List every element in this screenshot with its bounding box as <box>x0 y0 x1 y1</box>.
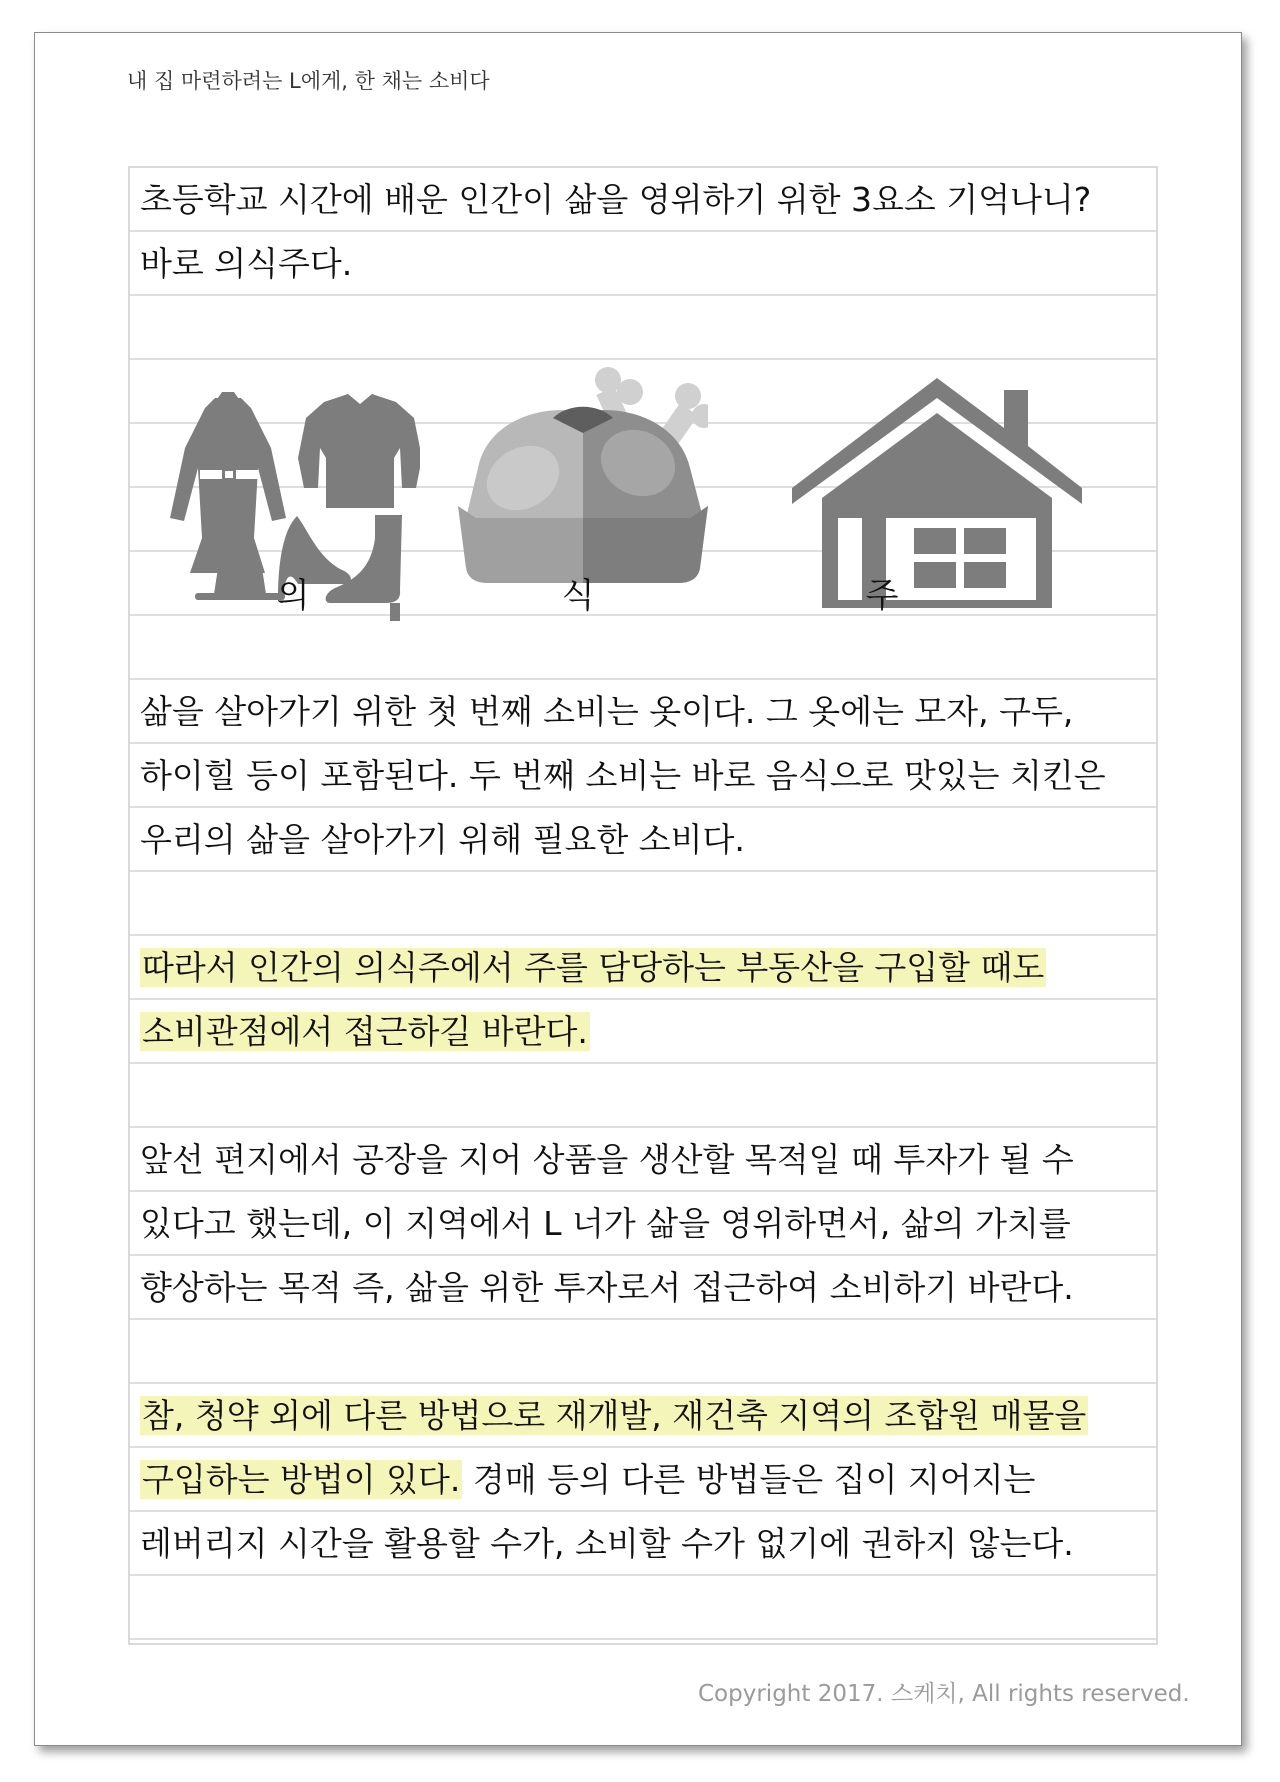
house-icon <box>792 378 1082 608</box>
para4-line-3: 향상하는 목적 즉, 삶을 위한 투자로서 접근하여 소비하기 바란다. <box>140 1268 1074 1307</box>
highlighted-text: 따라서 인간의 의식주에서 주를 담당하는 부동산을 구입할 때도 <box>142 948 1045 987</box>
para2-line-2: 하이힐 등이 포함된다. 두 번째 소비는 바로 음식으로 맛있는 치킨은 <box>140 756 1106 795</box>
para5-line-1 <box>140 1384 1088 1448</box>
para4-line-2: 있다고 했는데, 이 지역에서 L 너가 삶을 영위하면서, 삶의 가치를 <box>140 1204 1071 1243</box>
roast-chicken-icon <box>458 358 708 593</box>
para1-line-2: 바로 의식주다. <box>140 244 353 283</box>
label-housing: 주 <box>865 576 899 616</box>
para3-line-2 <box>140 1000 590 1064</box>
para5-line-2 <box>140 1448 1035 1512</box>
highlighted-text: 참, 청약 외에 다른 방법으로 재개발, 재건축 지역의 조합원 매물을 <box>142 1396 1087 1435</box>
para4-line-1: 앞선 편지에서 공장을 지어 상품을 생산할 목적일 때 투자가 될 수 <box>140 1140 1074 1179</box>
para2-line-1: 삶을 살아가기 위한 첫 번째 소비는 옷이다. 그 옷에는 모자, 구두, <box>140 692 1074 731</box>
copyright-footer: Copyright 2017. 스케치, All rights reserved. <box>698 1681 1190 1707</box>
label-food: 식 <box>561 576 595 616</box>
lined-note-sheet <box>128 166 1158 1645</box>
para1-line-1: 초등학교 시간에 배운 인간이 삶을 영위하기 위한 3요소 기억나니? <box>140 180 1092 219</box>
para3-line-1 <box>140 936 1046 1000</box>
plain-text: 경매 등의 다른 방법들은 집이 지어지는 <box>462 1460 1036 1499</box>
para2-line-3: 우리의 삶을 살아가기 위해 필요한 소비다. <box>140 820 745 859</box>
para5-line-3: 레버리지 시간을 활용할 수가, 소비할 수가 없기에 권하지 않는다. <box>140 1524 1074 1563</box>
highlighted-text: 소비관점에서 접근하길 바란다. <box>142 1012 588 1051</box>
page-header-title: 내 집 마련하려는 L에게, 한 채는 소비다 <box>127 69 490 93</box>
highlighted-text: 구입하는 방법이 있다. <box>142 1460 461 1499</box>
label-clothing: 의 <box>276 576 310 616</box>
document-page <box>34 32 1242 1746</box>
